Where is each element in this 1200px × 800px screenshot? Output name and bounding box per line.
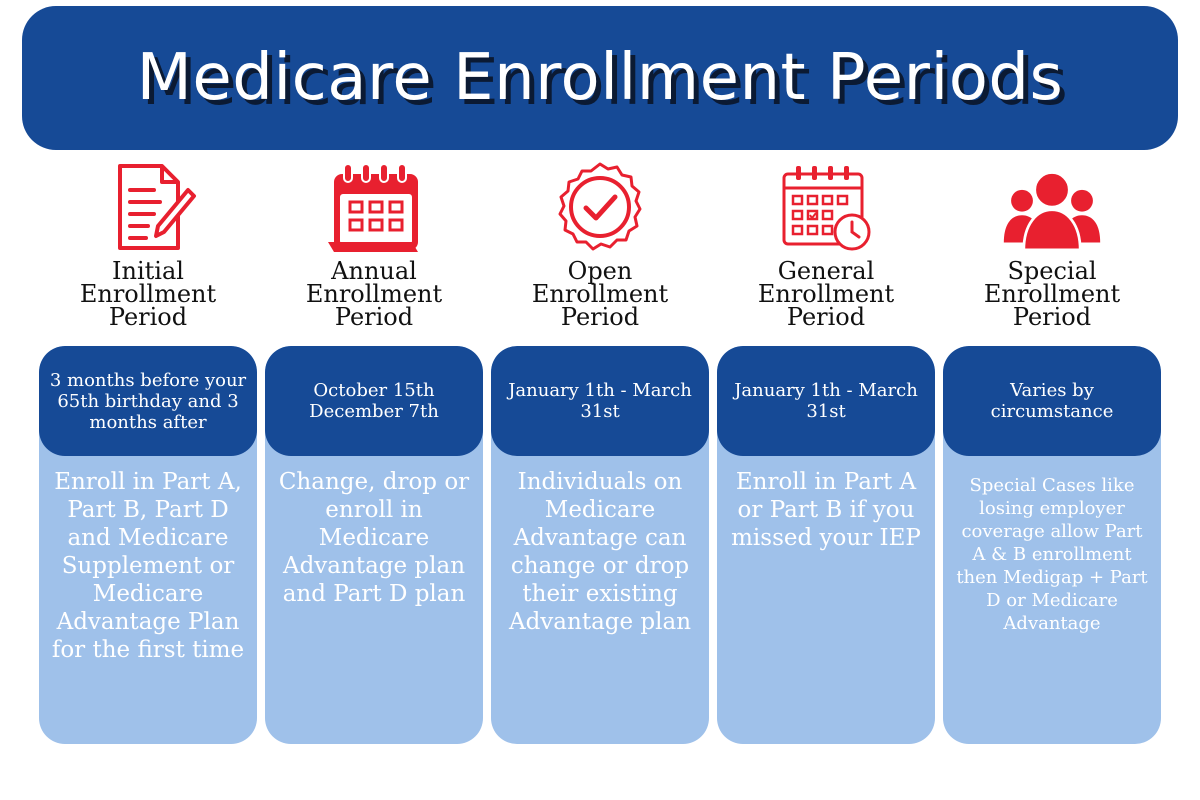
people-group-icon [943,160,1161,256]
title-banner [22,6,1178,150]
checkmark-badge-icon [491,160,709,256]
period-description: Special Cases like losing employer coverage allow Part A & B enrollment then Medigap + Part D or Medicare Advantage [956,475,1148,634]
period-card [491,346,709,744]
period-card [265,346,483,744]
period-column-special [943,160,1161,744]
calendar-icon [265,160,483,256]
period-description: Enroll in Part A, Part B, Part D and Medicare Supplement or Medicare Advantage Plan for the first time [51,469,245,663]
period-column-initial [39,160,257,744]
period-title: Open Enrollment Period [531,257,669,331]
period-dates: Varies by circumstance [943,346,1161,456]
period-column-open [491,160,709,744]
period-description: Change, drop or enroll in Medicare Advantage plan and Part D plan [278,469,470,607]
calendar-clock-icon [717,160,935,256]
period-description: Enroll in Part A or Part B if you missed your IEP [731,469,921,551]
period-card [39,346,257,744]
period-title: Special Enrollment Period [983,257,1121,331]
period-title: Initial Enrollment Period [79,257,217,331]
period-dates: 3 months before your 65th birthday and 3 months after [39,346,257,456]
period-dates: January 1th - March 31st [491,346,709,456]
period-dates: January 1th - March 31st [717,346,935,456]
page-title: Medicare Enrollment Periods [136,41,1064,115]
period-column-annual [265,160,483,744]
period-column-general [717,160,935,744]
period-card [943,346,1161,744]
document-pen-icon [39,160,257,256]
period-description: Individuals on Medicare Advantage can change or drop their existing Advantage plan [508,469,692,635]
period-title: Annual Enrollment Period [305,257,443,331]
period-card [717,346,935,744]
period-dates: October 15th December 7th [265,346,483,456]
period-title: General Enrollment Period [757,257,895,331]
